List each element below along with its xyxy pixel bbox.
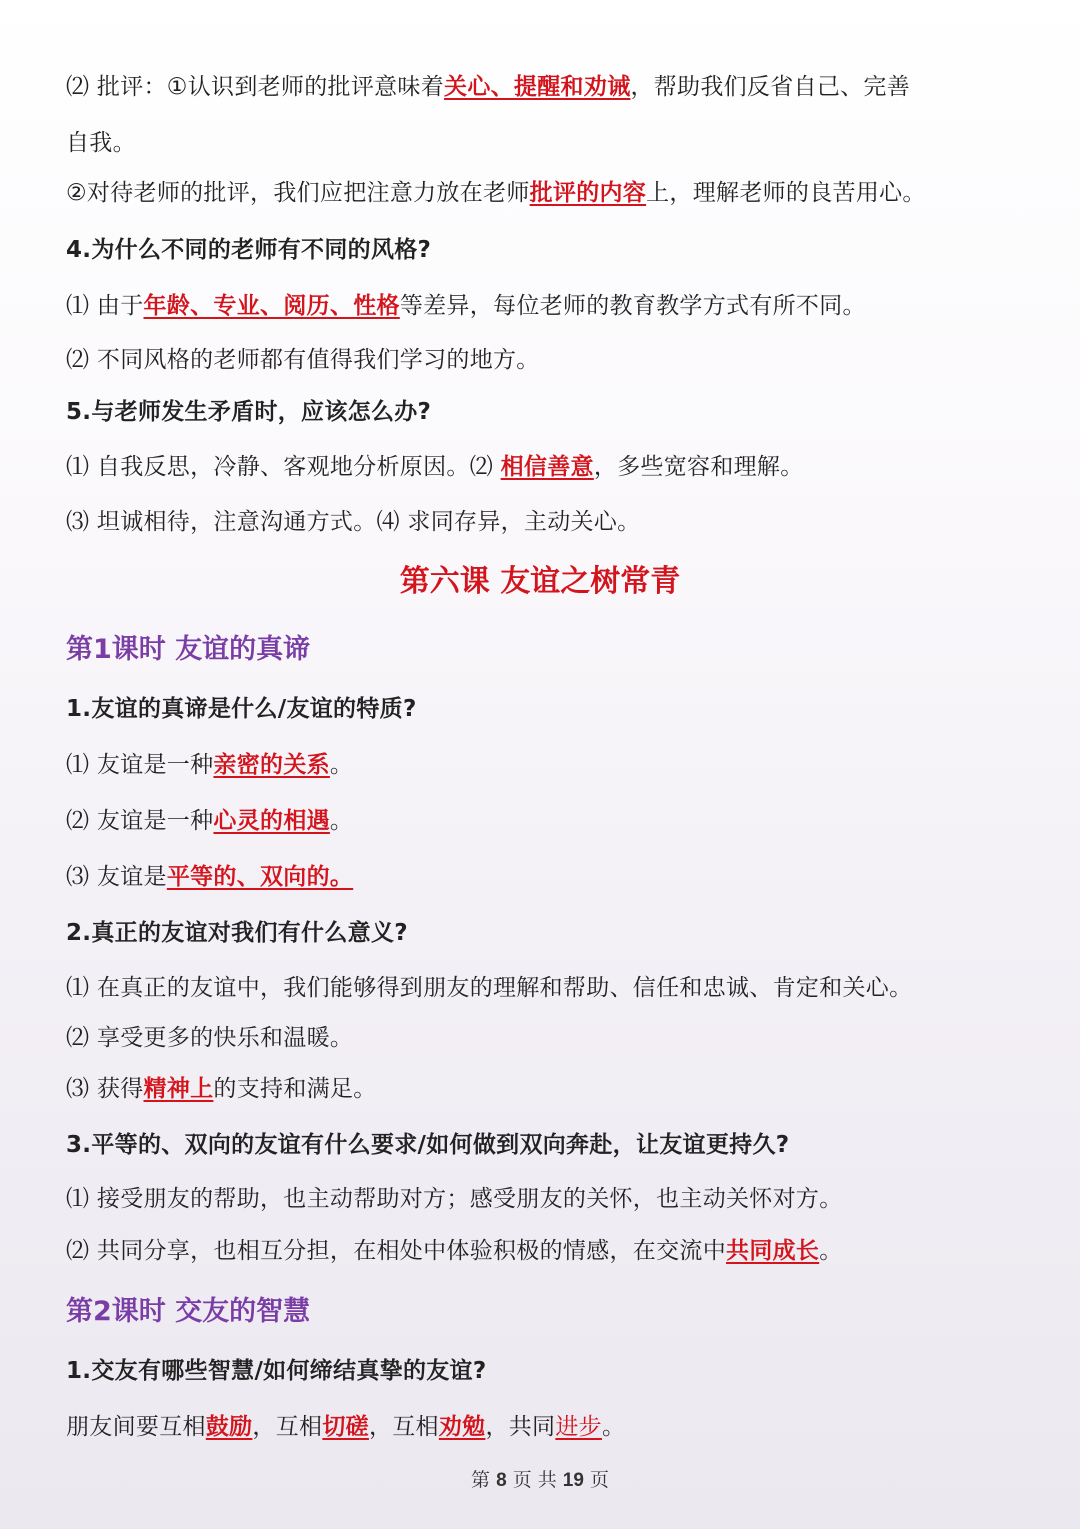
text: ，互相	[368, 1414, 439, 1440]
text-line: ⑵ 不同风格的老师都有值得我们学习的地方。	[66, 347, 540, 373]
question-heading: 4.为什么不同的老师有不同的风格?	[66, 237, 432, 263]
text: ，多些宽容和理解。	[593, 454, 804, 480]
section-heading: 第1课时 友谊的真谛	[66, 634, 311, 665]
text: ⑵ 共同分享，也相互分担，在相处中体验积极的情感，在交流中	[66, 1238, 727, 1264]
question-heading: 3.平等的、双向的友谊有什么要求/如何做到双向奔赴，让友谊更持久?	[66, 1132, 790, 1158]
footer-text: 页 共	[506, 1469, 563, 1491]
text: ⑵ 批评：①认识到老师的批评意味着	[66, 74, 445, 100]
section-heading: 第2课时 交友的智慧	[66, 1296, 311, 1327]
key-phrase: 相信善意	[500, 454, 594, 480]
key-phrase: 亲密的关系	[213, 752, 330, 778]
text: 。	[819, 1238, 843, 1264]
text-line	[66, 68, 910, 101]
text: 的支持和满足。	[213, 1076, 377, 1102]
text: ⑴ 友谊是一种	[66, 752, 214, 778]
key-phrase: 批评的内容	[529, 180, 647, 206]
text: 等差异，每位老师的教育教学方式有所不同。	[399, 293, 866, 319]
page-total: 19	[562, 1470, 584, 1491]
text: ，共同	[485, 1414, 556, 1440]
text-line	[66, 287, 866, 320]
text-line	[66, 1070, 377, 1103]
text-line: ⑵ 享受更多的快乐和温暖。	[66, 1025, 354, 1051]
text-line: ⑴ 接受朋友的帮助，也主动帮助对方；感受朋友的关怀，也主动关怀对方。	[66, 1186, 843, 1212]
text-line	[66, 174, 926, 207]
footer-text: 第	[471, 1469, 497, 1491]
key-phrase: 切磋	[322, 1414, 369, 1440]
text: 。	[329, 752, 354, 778]
key-phrase: 精神上	[143, 1076, 214, 1102]
key-phrase: 劝勉	[438, 1414, 486, 1440]
text-line: ⑴ 在真正的友谊中，我们能够得到朋友的理解和帮助、信任和忠诚、肯定和关心。	[66, 975, 913, 1001]
page-footer	[0, 1465, 1080, 1492]
key-phrase: 关心、提醒和劝诫	[444, 74, 631, 100]
page-number: 8	[496, 1470, 507, 1491]
key-phrase: 年龄、专业、阅历、性格	[143, 293, 400, 319]
text: 上，理解老师的良苦用心。	[646, 180, 926, 206]
question-heading: 1.交友有哪些智慧/如何缔结真挚的友谊?	[66, 1358, 487, 1384]
question-heading: 2.真正的友谊对我们有什么意义?	[66, 920, 408, 946]
key-phrase: 心灵的相遇	[213, 808, 330, 834]
text-line: 自我。	[66, 130, 136, 156]
text: ⑶ 获得	[66, 1076, 144, 1102]
text: ②对待老师的批评，我们应把注意力放在老师	[66, 180, 530, 206]
footer-text: 页	[583, 1469, 609, 1491]
lesson-title: 第六课 友谊之树常青	[399, 564, 681, 599]
text-line	[66, 858, 353, 891]
text-line	[66, 802, 353, 835]
question-heading: 1.友谊的真谛是什么/友谊的特质?	[66, 696, 417, 722]
question-heading: 5.与老师发生矛盾时，应该怎么办?	[66, 399, 432, 425]
text: ⑴ 由于	[66, 293, 144, 319]
text: 。	[329, 808, 354, 834]
text-line	[66, 1232, 843, 1265]
text-line	[66, 746, 353, 779]
key-phrase: 平等的、双向的。	[166, 864, 354, 890]
text-line	[66, 448, 804, 481]
key-phrase: 共同成长	[726, 1238, 820, 1264]
key-phrase: 进步	[555, 1414, 602, 1440]
text-line: ⑶ 坦诚相待，注意沟通方式。⑷ 求同存异，主动关心。	[66, 509, 641, 535]
text-line	[66, 1408, 625, 1441]
text: ，帮助我们反省自己、完善	[630, 74, 911, 100]
text: 。	[601, 1414, 626, 1440]
text: ，互相	[252, 1414, 323, 1440]
text: ⑴ 自我反思，冷静、客观地分析原因。⑵	[66, 454, 501, 480]
text: 朋友间要互相	[66, 1414, 206, 1440]
text: ⑵ 友谊是一种	[66, 808, 214, 834]
key-phrase: 鼓励	[205, 1414, 253, 1440]
text: ⑶ 友谊是	[66, 864, 167, 890]
